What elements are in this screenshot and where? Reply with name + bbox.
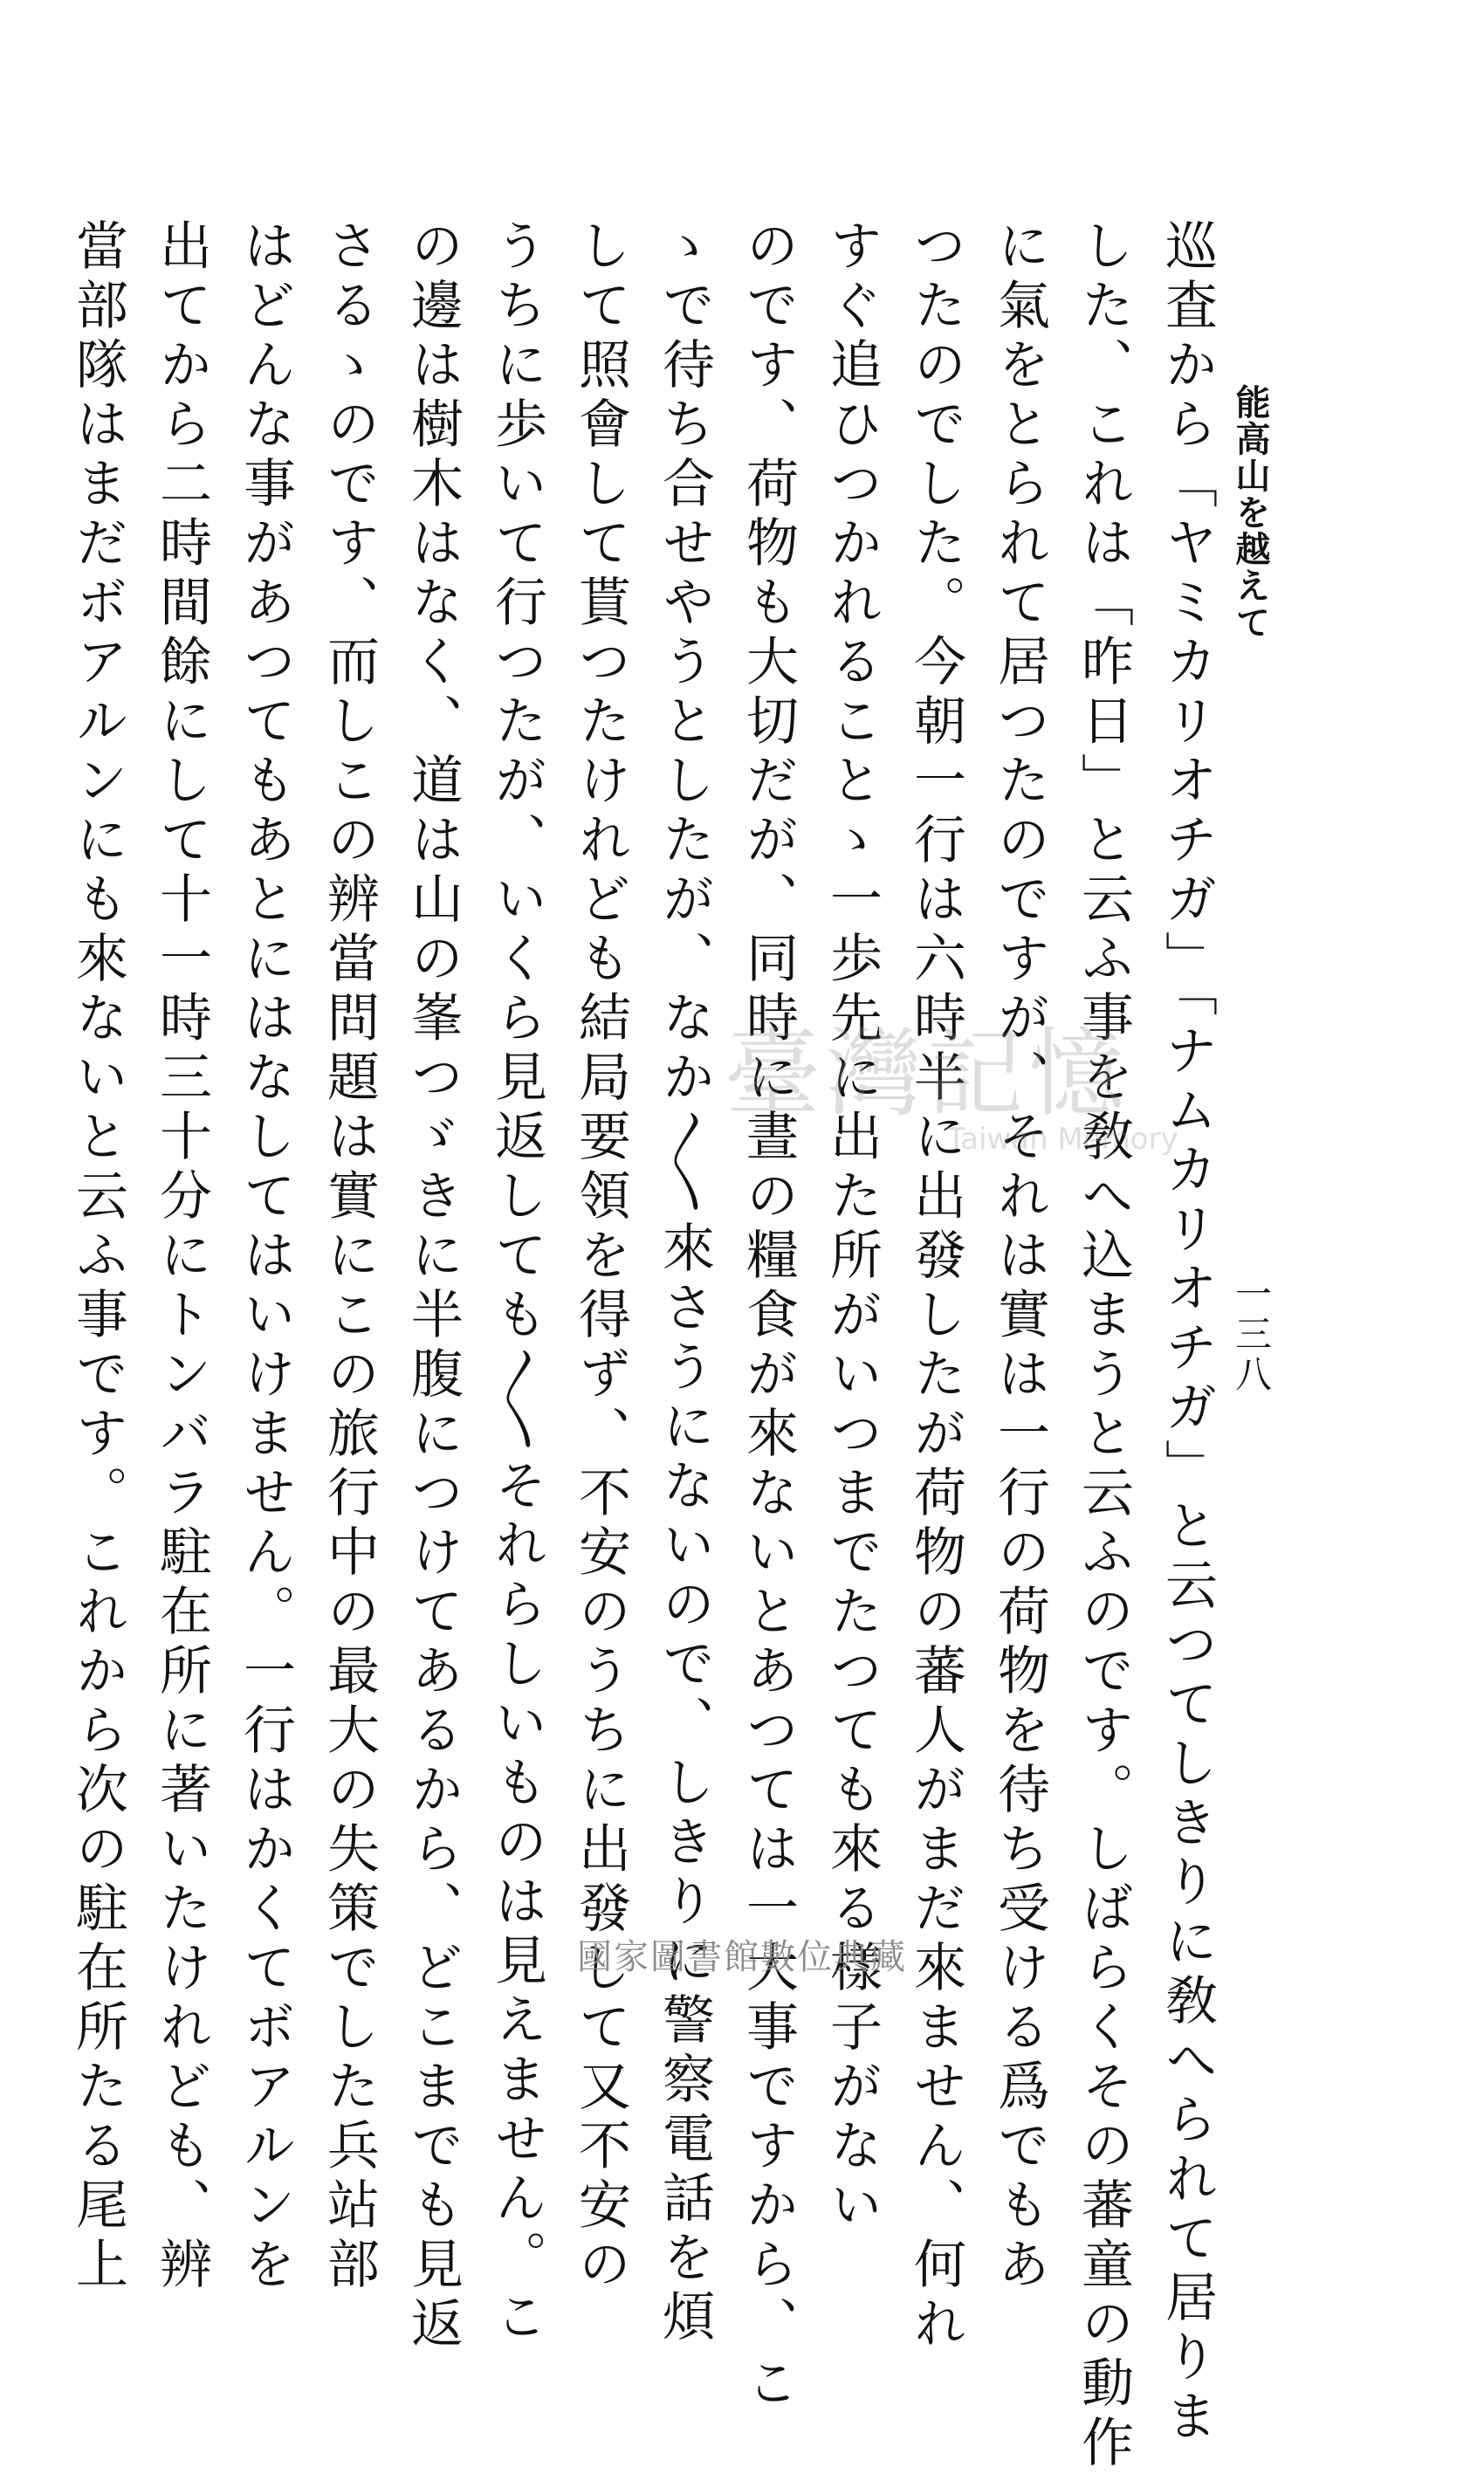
text-line: うちに歩いて行つたが、いくら見返しても〳〵それらしいものは見えません。こ — [486, 218, 547, 2348]
text-line: 出てから二時間餘にして十一時三十分にトンバラ駐在所に著いたけれども、辨 — [151, 218, 212, 2296]
watermark-chars: 臺灣記憶 — [725, 1018, 1130, 1130]
running-head: 能高山を越えて — [1230, 384, 1271, 641]
text-line: した、これは「昨日」と云ふ事を敎へ込まうと云ふのです。しばらくその蕃童の動作 — [1073, 218, 1134, 2474]
page-number: 一三八 — [1230, 1275, 1273, 1395]
footer-credit: 國家圖書館數位典藏 — [577, 1937, 907, 1977]
watermark-english: Taiwan Memory — [947, 1122, 1178, 1157]
text-line: さるゝのです、而しこの辨當問題は實にこの旅行中の最大の失策でした兵站部 — [319, 218, 380, 2296]
text-line: して照會して貰つたけれども結局要領を得ず、不安のうちに出發して又不安の — [570, 218, 631, 2296]
text-line: のです、荷物も大切だが、同時に晝の糧食が來ないとあつては一大事ですから、こ — [738, 218, 799, 2415]
text-line: はどんな事があつてもあとにはなしてはいけません。一行はかくてボアルンを — [235, 218, 296, 2296]
text-line: つたのでした。今朝一行は六時半に出發したが荷物の蕃人がまだ來ません、何れ — [905, 218, 966, 2355]
text-line: の邊は樹木はなく、道は山の峯つゞきに半腹につけてあるから、どこまでも見返 — [402, 218, 464, 2355]
text-line: すぐ追ひつかれることゝ一歩先に出た所がいつまでたつても來る樣子がない — [821, 218, 883, 2237]
text-line: に氣をとられて居つたのですが、それは實は一行の荷物を待ち受ける爲でもあ — [989, 218, 1050, 2296]
text-line: ゝで待ち合せやうとしたが、なか〳〵來さうにないので、しきりに警察電話を煩 — [654, 218, 715, 2348]
text-line: 當部隊はまだボアルンにも來ないと云ふ事です。これから次の駐在所たる尾上 — [67, 218, 128, 2296]
text-line: 巡査から「ヤミカリオチガ」「ナムカリオチガ」と云つてしきりに敎へられて居りま — [1157, 218, 1218, 2448]
